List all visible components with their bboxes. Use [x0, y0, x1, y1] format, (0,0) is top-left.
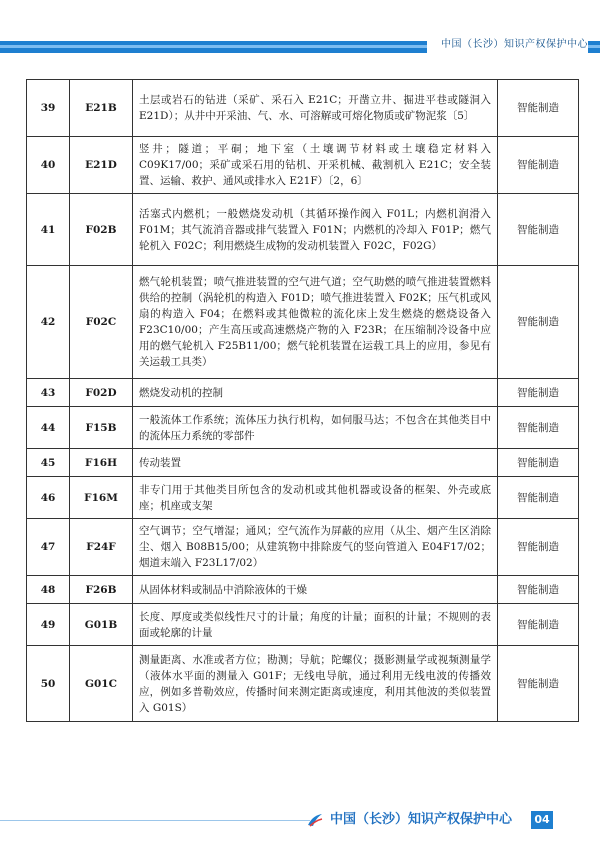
row-number: 43	[27, 379, 70, 407]
row-description: 非专门用于其他类目所包含的发动机或其他机器或设备的框架、外壳或底座；机座或支架	[133, 477, 498, 519]
table-row	[27, 604, 579, 646]
row-number: 49	[27, 604, 70, 646]
footer	[0, 809, 600, 831]
table-row	[27, 449, 579, 477]
row-description: 竖井；隧道；平硐；地下室（土壤调节材料或土壤稳定材料入 C09K17/00；采矿或采石用的钻机、开采机械、截割机入 E21C；安全装置、运输、救护、通风或排水入 E21F）〔2，6〕	[133, 137, 498, 194]
row-description: 燃烧发动机的控制	[133, 379, 498, 407]
row-number: 44	[27, 407, 70, 449]
row-category: 智能制造	[498, 646, 579, 722]
table-row	[27, 519, 579, 576]
row-description: 燃气轮机装置；喷气推进装置的空气进气道；空气助燃的喷气推进装置燃料供给的控制（涡轮机的构造入 F01D；喷气推进装置入 F02K；压气机或风扇的构造入 F04；在燃料或其他微粒的流化床上发生燃烧的燃烧设备入 F23C10/00；产生高压或高速燃烧产物的入 F23R；在压缩制冷设备中应用的燃气轮机入 F25B11/00；燃气轮机装置在运载工具上的应用，参见有关运载工具类）	[133, 266, 498, 379]
row-category: 智能制造	[498, 449, 579, 477]
ipc-code: F16M	[70, 477, 133, 519]
table-row	[27, 137, 579, 194]
row-category: 智能制造	[498, 80, 579, 137]
table-row	[27, 407, 579, 449]
ipc-classification-table	[26, 79, 579, 722]
row-category: 智能制造	[498, 194, 579, 266]
row-number: 45	[27, 449, 70, 477]
row-number: 42	[27, 266, 70, 379]
row-category: 智能制造	[498, 576, 579, 604]
row-number: 39	[27, 80, 70, 137]
ipc-code: F26B	[70, 576, 133, 604]
row-number: 47	[27, 519, 70, 576]
swoosh-logo-icon	[306, 811, 324, 829]
row-category: 智能制造	[498, 604, 579, 646]
ipc-code: F15B	[70, 407, 133, 449]
ipc-code: F02D	[70, 379, 133, 407]
row-category: 智能制造	[498, 137, 579, 194]
row-number: 41	[27, 194, 70, 266]
row-description: 一般流体工作系统；流体压力执行机构，如伺服马达；不包含在其他类目中的流体压力系统的零部件	[133, 407, 498, 449]
row-description: 活塞式内燃机；一般燃烧发动机（其循环操作阀入 F01L；内燃机润滑入 F01M；其气流消音器或排气装置入 F01N；内燃机的冷却入 F01P；燃气轮机入 F02C；利用燃烧生成物的发动机装置入 F02C，F02G）	[133, 194, 498, 266]
row-category: 智能制造	[498, 477, 579, 519]
header-title: 中国（长沙）知识产权保护中心	[427, 34, 588, 56]
row-category: 智能制造	[498, 379, 579, 407]
row-category: 智能制造	[498, 407, 579, 449]
row-number: 48	[27, 576, 70, 604]
footer-divider	[0, 820, 310, 821]
row-description: 空气调节；空气增湿；通风；空气流作为屏蔽的应用（从尘、烟产生区消除尘、烟入 B08B15/00；从建筑物中排除废气的竖向管道入 E04F17/02；烟道末端入 F23L17/02）	[133, 519, 498, 576]
row-category: 智能制造	[498, 519, 579, 576]
table-row	[27, 194, 579, 266]
table-row	[27, 266, 579, 379]
ipc-code: E21D	[70, 137, 133, 194]
table-row	[27, 80, 579, 137]
table-row	[27, 477, 579, 519]
ipc-code: G01B	[70, 604, 133, 646]
ipc-code: G01C	[70, 646, 133, 722]
row-category: 智能制造	[498, 266, 579, 379]
row-number: 40	[27, 137, 70, 194]
ipc-code: F24F	[70, 519, 133, 576]
ipc-code: F02C	[70, 266, 133, 379]
row-description: 土层或岩石的钻进（采矿、采石入 E21C；开凿立井、掘进平巷或隧洞入 E21D）；从井中开采油、气、水、可溶解或可熔化物质或矿物泥浆〔5〕	[133, 80, 498, 137]
row-description: 长度、厚度或类似线性尺寸的计量；角度的计量；面积的计量；不规则的表面或轮廓的计量	[133, 604, 498, 646]
ipc-code: F16H	[70, 449, 133, 477]
table-row	[27, 576, 579, 604]
row-description: 传动装置	[133, 449, 498, 477]
row-description: 测量距离、水准或者方位；勘测；导航；陀螺仪；摄影测量学或视频测量学（液体水平面的测量入 G01F；无线电导航，通过利用无线电波的传播效应，例如多普勒效应，传播时间来测定距离或速度，利用其他波的类似装置入 G01S）	[133, 646, 498, 722]
page-number: 04	[531, 811, 553, 829]
row-number: 50	[27, 646, 70, 722]
ipc-code: E21B	[70, 80, 133, 137]
ipc-code: F02B	[70, 194, 133, 266]
row-number: 46	[27, 477, 70, 519]
table-row	[27, 379, 579, 407]
footer-title: 中国（长沙）知识产权保护中心	[330, 812, 513, 827]
table-row	[27, 646, 579, 722]
row-description: 从固体材料或制品中消除液体的干燥	[133, 576, 498, 604]
